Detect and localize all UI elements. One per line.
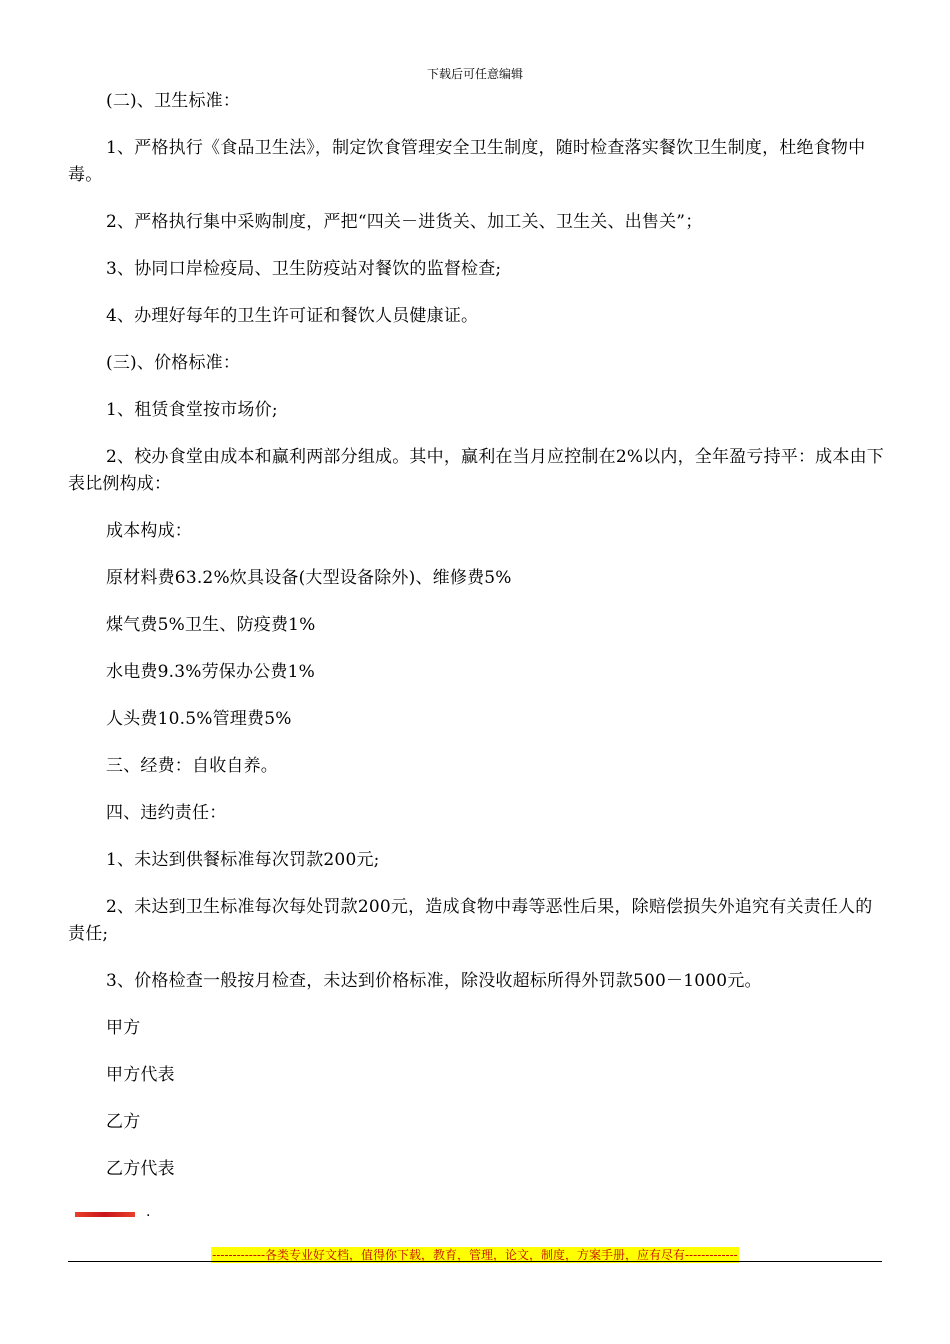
liability-item-3: 3、价格检查一般按月检查，未达到价格标准，除没收超标所得外罚款500－1000元。: [106, 971, 762, 991]
liability-item-2: 2、未达到卫生标准每次每处罚款200元，造成食物中毒等恶性后果，除赔偿损失外追究有关责任人的责任;: [68, 897, 873, 944]
footer-divider: [68, 1261, 882, 1262]
hygiene-item-2: 2、严格执行集中采购制度，严把“四关－进货关、加工关、卫生关、出售关”；: [106, 212, 703, 232]
cost-composition-heading: 成本构成：: [106, 521, 192, 541]
section-heading-hygiene: (二)、卫生标准：: [106, 91, 241, 111]
section-heading-liability: 四、违约责任：: [106, 803, 227, 823]
page-header: 下载后可任意编辑: [426, 67, 523, 81]
hygiene-item-4: 4、办理好每年的卫生许可证和餐饮人员健康证。: [106, 306, 479, 326]
signature-party-b: 乙方: [106, 1112, 141, 1132]
price-item-1: 1、租赁食堂按市场价;: [106, 400, 278, 420]
hygiene-item-1: 1、严格执行《食品卫生法》，制定饮食管理安全卫生制度，随时检查落实餐饮卫生制度，杜绝食物中毒。: [68, 138, 866, 185]
footer-banner-text: -------------各类专业好文档，值得你下载，教育，管理，论文，制度，方案手册，应有尽有-------------: [212, 1248, 738, 1262]
cost-line-3: 水电费9.3%劳保办公费1%: [106, 662, 315, 682]
cost-line-1: 原材料费63.2%炊具设备(大型设备除外)、维修费5%: [106, 568, 512, 588]
signature-party-a-rep: 甲方代表: [106, 1065, 175, 1085]
decorative-dot: .: [146, 1204, 151, 1220]
signature-party-a: 甲方: [106, 1018, 141, 1038]
document-body: [68, 88, 884, 1203]
section-heading-price: (三)、价格标准：: [106, 353, 241, 373]
price-item-2: 2、校办食堂由成本和赢利两部分组成。其中，赢利在当月应控制在2%以内，全年盈亏持平：成本由下表比例构成：: [68, 447, 884, 494]
section-funding: 三、经费：自收自养。: [106, 756, 278, 776]
hygiene-item-3: 3、协同口岸检疫局、卫生防疫站对餐饮的监督检查;: [106, 259, 502, 279]
liability-item-1: 1、未达到供餐标准每次罚款200元;: [106, 850, 380, 870]
cost-line-2: 煤气费5%卫生、防疫费1%: [106, 615, 316, 635]
signature-party-b-rep: 乙方代表: [106, 1159, 175, 1179]
cost-line-4: 人头费10.5%管理费5%: [106, 709, 292, 729]
red-decorative-bar: [75, 1212, 135, 1217]
